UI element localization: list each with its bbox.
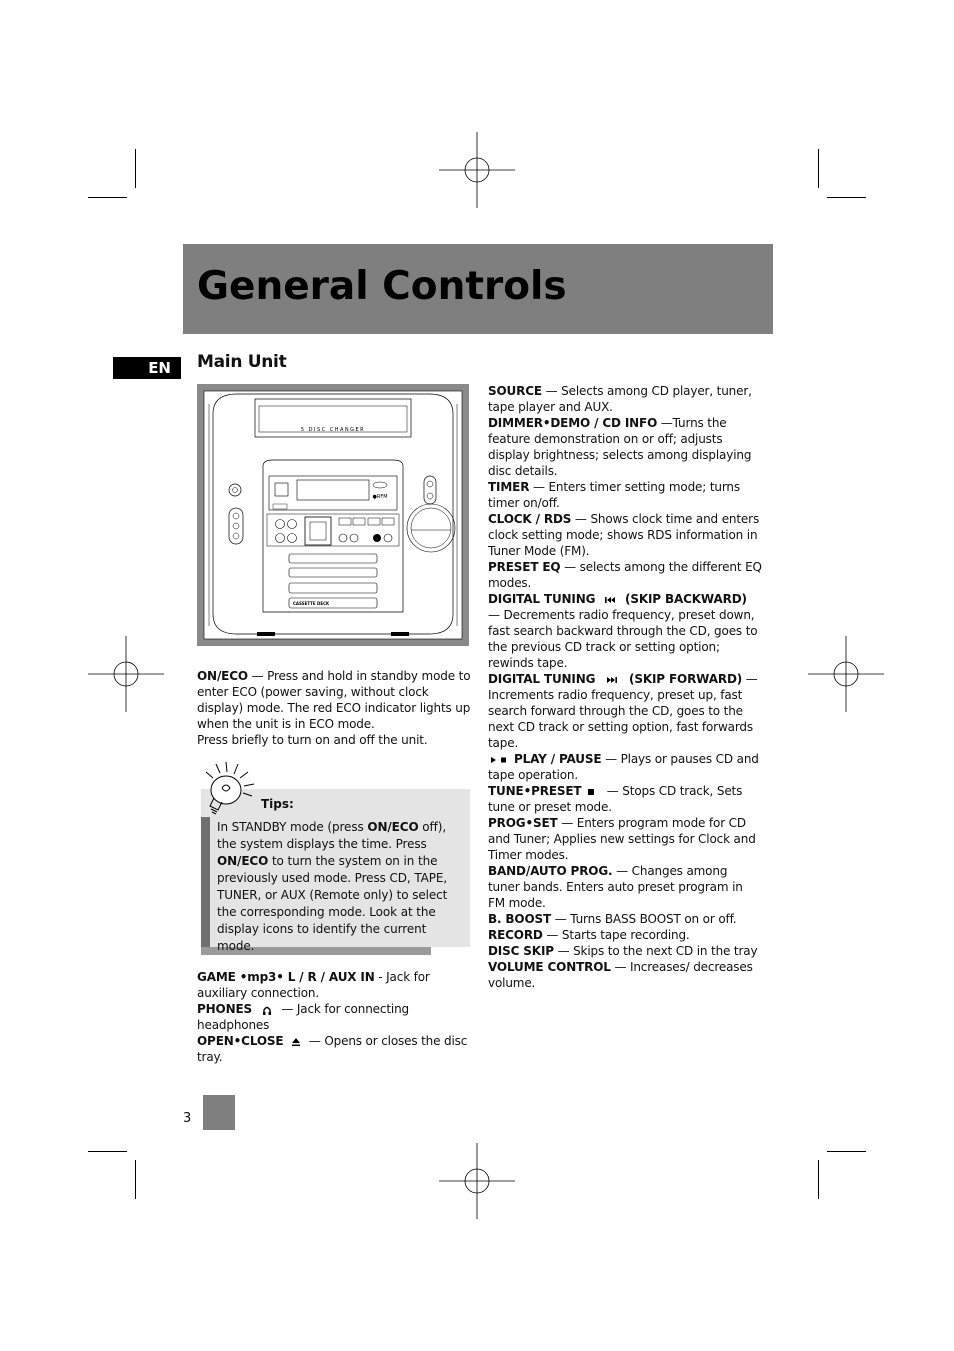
- control-label: (SKIP FORWARD): [629, 672, 743, 686]
- control-label: DISC SKIP: [488, 944, 554, 958]
- control-item: [488, 911, 762, 927]
- control-label: RECORD: [488, 928, 543, 942]
- cassette-deck-label: CASSETTE DECK: [293, 601, 330, 606]
- lightbulb-icon: [196, 760, 258, 818]
- registration-mark-bottom: [439, 1143, 515, 1219]
- control-label: (SKIP BACKWARD): [625, 592, 747, 606]
- svg-text:●RFM: ●RFM: [372, 494, 388, 500]
- play-pause-icon: [488, 755, 514, 765]
- registration-mark-top: [439, 132, 515, 208]
- on-eco-description: [197, 668, 472, 748]
- control-text: — Selects among CD player, tuner, tape player and AUX.: [488, 384, 752, 414]
- on-eco-text: — Press and hold in standby mode to enter ECO (power saving, without clock display) mode. The red ECO indicator lights up when the unit is in ECO mode.: [197, 669, 471, 731]
- control-label: B. BOOST: [488, 912, 552, 926]
- tips-label: Tips:: [261, 797, 294, 811]
- control-label: PROG•SET: [488, 816, 558, 830]
- control-item: [488, 959, 762, 991]
- control-label: PLAY / PAUSE: [514, 752, 602, 766]
- registration-mark-right: [808, 636, 884, 712]
- control-label: DIMMER•DEMO / CD INFO: [488, 416, 658, 430]
- crop-mark: [135, 149, 136, 188]
- control-item: [488, 863, 762, 911]
- control-text: —Turns the feature demonstration on or off; adjusts display brightness; selects among displaying disc details.: [488, 416, 752, 478]
- stop-icon: [585, 787, 603, 797]
- control-text: — Enters program mode for CD and Tuner; Applies new settings for Clock and Timer modes.: [488, 816, 756, 862]
- control-label: BAND/AUTO PROG.: [488, 864, 613, 878]
- tips-text-part: off), the system displays the time. Press: [217, 820, 447, 851]
- crop-mark: [88, 197, 127, 198]
- control-item: [488, 383, 762, 415]
- eject-icon: [287, 1036, 305, 1048]
- game-text: - Jack for auxiliary connection.: [197, 970, 430, 1000]
- tips-bold-on-eco: ON/ECO: [217, 854, 269, 868]
- crop-mark: [827, 197, 866, 198]
- crop-mark: [135, 1160, 136, 1199]
- control-label: PRESET EQ: [488, 560, 561, 574]
- main-unit-illustration: [197, 384, 469, 646]
- jacks-description: [197, 969, 472, 1065]
- control-text: — Shows clock time and enters clock setting mode; shows RDS information in Tuner Mode (FM).: [488, 512, 760, 558]
- language-tab: EN: [113, 357, 181, 379]
- control-label: VOLUME CONTROL: [488, 960, 611, 974]
- crop-mark: [827, 1151, 866, 1152]
- page-title: General Controls: [197, 264, 567, 309]
- section-title: Main Unit: [197, 352, 287, 372]
- page-number-box: [203, 1095, 235, 1130]
- control-label: SOURCE: [488, 384, 542, 398]
- tips-bold-on-eco: ON/ECO: [367, 820, 419, 834]
- control-item: [488, 559, 762, 591]
- phones-label: PHONES: [197, 1002, 253, 1016]
- open-close-text: — Opens or closes the disc tray.: [197, 1034, 468, 1064]
- control-item: [488, 943, 762, 959]
- control-text: — Stops CD track, Sets tune or preset mode.: [488, 784, 743, 814]
- control-item: [488, 815, 762, 863]
- control-text: — Changes among tuner bands. Enters auto preset program in FM mode.: [488, 864, 743, 910]
- control-text: — Starts tape recording.: [542, 928, 690, 942]
- crop-mark: [818, 1160, 819, 1199]
- control-item: [488, 479, 762, 511]
- disc-changer-label: 5 DISC CHANGER: [300, 427, 366, 433]
- title-band: [183, 244, 773, 334]
- control-text: — Plays or pauses CD and tape operation.: [488, 752, 759, 782]
- control-label: TUNE•PRESET: [488, 784, 582, 798]
- control-label: DIGITAL TUNING: [488, 592, 596, 606]
- registration-mark-left: [88, 636, 164, 712]
- control-label: TIMER: [488, 480, 530, 494]
- tips-text-part: In STANDBY mode (press: [217, 820, 368, 834]
- control-text: — selects among the different EQ modes.: [488, 560, 762, 590]
- control-text: — Enters timer setting mode; turns timer on/off.: [488, 480, 740, 510]
- headphones-icon: [256, 1004, 278, 1016]
- skip-backward-icon: [599, 595, 625, 605]
- control-item-play: [488, 751, 762, 783]
- open-close-label: OPEN•CLOSE: [197, 1034, 284, 1048]
- phones-text: — Jack for connecting headphones: [197, 1002, 409, 1032]
- tips-bar: [201, 817, 210, 955]
- control-text: — Increases/ decreases volume.: [488, 960, 753, 990]
- control-text: — Increments radio frequency, preset up, fast search forward through the CD, goes to the next CD track or setting option, fast forwards tape.: [488, 672, 758, 750]
- control-label: CLOCK / RDS: [488, 512, 572, 526]
- control-text: — Decrements radio frequency, preset down, fast search backward through the CD, goes to the previous CD track or setting option; rewinds tape.: [488, 608, 758, 670]
- tips-text-part: to turn the system on in the previously used mode. Press CD, TAPE, TUNER, or AUX (Remote only) to select the corresponding mode. Look at the display icons to identify the current mode.: [217, 854, 448, 953]
- control-item: [488, 511, 762, 559]
- crop-mark: [88, 1151, 127, 1152]
- on-eco-label: ON/ECO: [197, 669, 248, 683]
- crop-mark: [818, 149, 819, 188]
- on-eco-text-2: Press briefly to turn on and off the unit.: [197, 733, 428, 747]
- control-text: — Turns BASS BOOST on or off.: [551, 912, 737, 926]
- control-label: DIGITAL TUNING: [488, 672, 596, 686]
- control-text: — Skips to the next CD in the tray: [553, 944, 758, 958]
- control-item-skip-back: [488, 591, 762, 671]
- controls-description: [488, 383, 762, 991]
- control-item-skip-forward: [488, 671, 762, 751]
- tips-text: [217, 819, 467, 955]
- control-item-tune: [488, 783, 762, 815]
- game-label: GAME •mp3• L / R / AUX IN: [197, 970, 375, 984]
- page-number: 3: [183, 1111, 192, 1126]
- control-item: [488, 927, 762, 943]
- control-item: [488, 415, 762, 479]
- skip-forward-icon: [599, 675, 629, 685]
